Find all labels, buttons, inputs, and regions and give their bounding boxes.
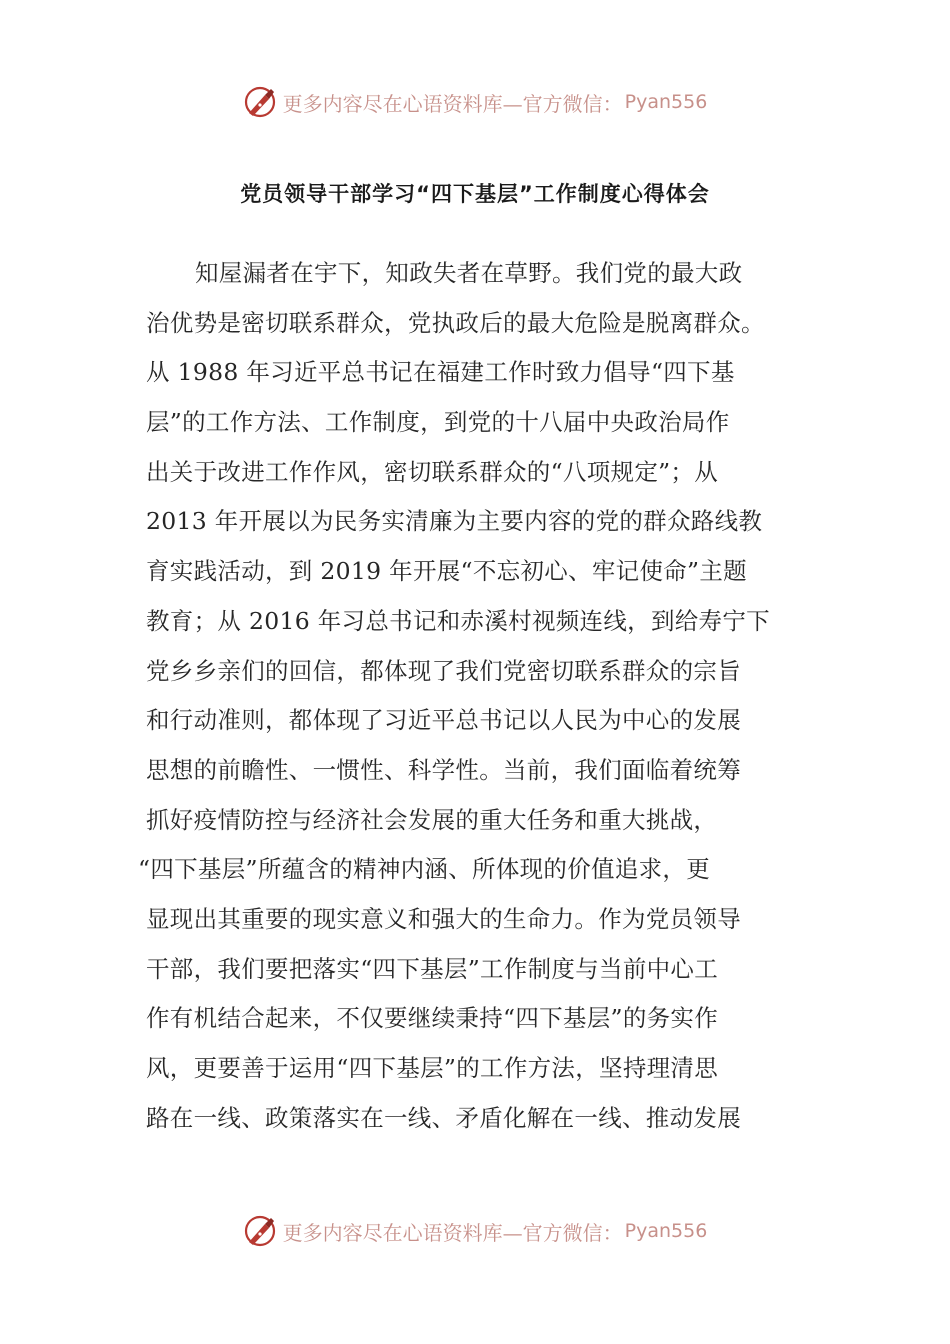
- body-line: 2013 年开展以为民务实清廉为主要内容的党的群众路线教: [146, 507, 763, 536]
- body-line: 思想的前瞻性、一惯性、科学性。当前，我们面临着统筹: [146, 755, 741, 784]
- body-line: 育实践活动，到 2019 年开展“不忘初心、牢记使命”主题: [146, 557, 747, 586]
- body-line: 教育；从 2016 年习总书记和赤溪村视频连线，到给寿宁下: [146, 606, 770, 635]
- body-line: 知屋漏者在宇下，知政失者在草野。我们党的最大政: [195, 259, 743, 287]
- body-line: 作有机结合起来，不仅要继续秉持“四下基层”的务实作: [146, 1004, 719, 1033]
- body-line: “四下基层”所蕴含的精神内涵、所体现的价值追求，更: [138, 855, 711, 884]
- body-line: 党乡乡亲们的回信，都体现了我们党密切联系群众的宗旨: [146, 656, 741, 685]
- body-line: 风，更要善于运用“四下基层”的工作方法，坚持理清思: [146, 1054, 719, 1082]
- body-line: 和行动准则，都体现了习近平总书记以人民为中心的发展: [146, 706, 741, 735]
- body-line: 干部，我们要把落实“四下基层”工作制度与当前中心工: [146, 954, 719, 983]
- pen-nib-logo-icon: [243, 1214, 277, 1248]
- body-line: 从 1988 年习近平总书记在福建工作时致力倡导“四下基: [146, 358, 735, 387]
- document-title: 党员领导干部学习“四下基层”工作制度心得体会: [240, 182, 710, 206]
- banner-wechat-id: Pyan556: [624, 1220, 708, 1242]
- banner-wechat-id: Pyan556: [624, 91, 708, 113]
- body-line: 显现出其重要的现实意义和强大的生命力。作为党员领导: [146, 904, 741, 933]
- body-line: 出关于改进工作作风，密切联系群众的“八项规定”；从: [146, 457, 719, 486]
- body-line: 路在一线、政策落实在一线、矛盾化解在一线、推动发展: [146, 1103, 741, 1132]
- header-banner: [0, 82, 950, 122]
- footer-banner: [0, 1211, 950, 1251]
- body-line: 治优势是密切联系群众，党执政后的最大危险是脱离群众。: [146, 308, 765, 337]
- banner-text: 更多内容尽在心语资料库—官方微信：: [282, 91, 623, 116]
- banner-text: 更多内容尽在心语资料库—官方微信：: [282, 1220, 623, 1245]
- body-line: 层”的工作方法、工作制度，到党的十八届中央政治局作: [146, 408, 730, 437]
- pen-nib-logo-icon: [243, 85, 277, 119]
- body-line: 抓好疫情防控与经济社会发展的重大任务和重大挑战，: [146, 805, 718, 834]
- document-body: [138, 249, 806, 1143]
